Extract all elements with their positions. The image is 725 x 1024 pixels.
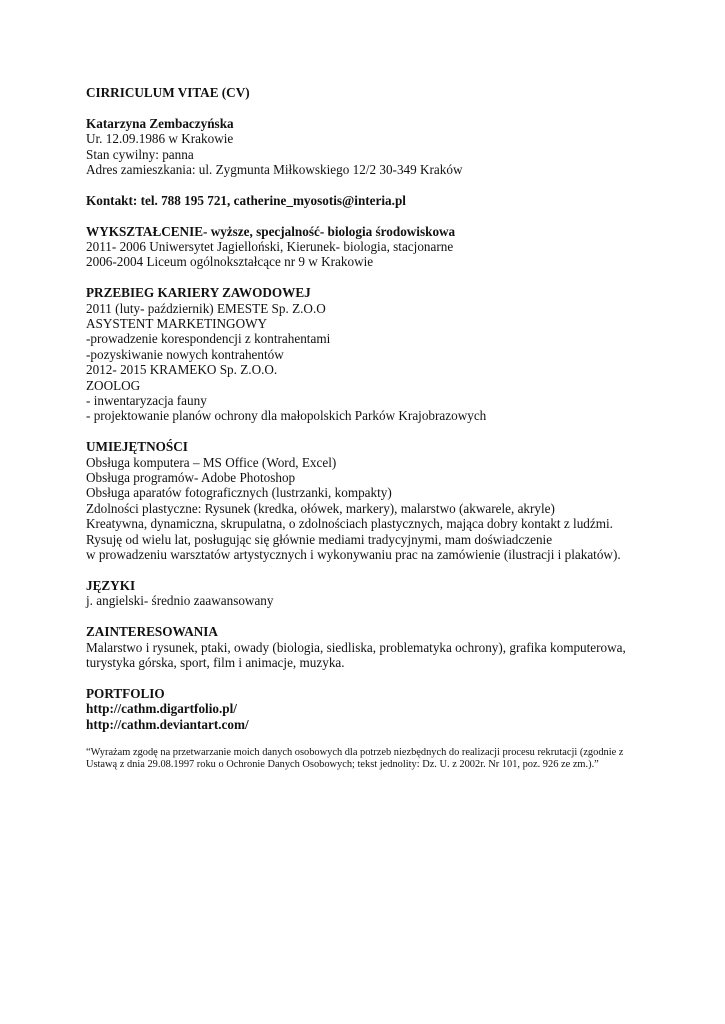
skills-line: Obsługa programów- Adobe Photoshop [86, 470, 296, 486]
skills-line: Obsługa aparatów fotograficznych (lustrzanki, kompakty) [86, 485, 392, 501]
interests-line: Malarstwo i rysunek, ptaki, owady (biologia, siedliska, problematyka ochrony), grafika komputerowa, [86, 639, 626, 655]
career-line: -prowadzenie korespondencji z kontrahentami [86, 331, 331, 347]
career-line: 2012- 2015 KRAMEKO Sp. Z.O.O. [86, 362, 278, 378]
skills-heading: UMIEJĘTNOŚCI [86, 439, 188, 455]
skills-line: Rysuję od wielu lat, posługując się głównie mediami tradycyjnymi, mam doświadczenie [86, 531, 553, 547]
interests-line: turystyka górska, sport, film i animacje, muzyka. [86, 654, 345, 670]
career-line: 2011 (luty- październik) EMESTE Sp. Z.O.O [86, 300, 326, 316]
career-line: -pozyskiwanie nowych kontrahentów [86, 346, 284, 362]
portfolio-link[interactable]: http://cathm.digartfolio.pl/ [86, 701, 237, 717]
cv-document [86, 85, 646, 771]
person-name: Katarzyna Zembaczyńska [86, 115, 234, 131]
career-line: - inwentaryzacja fauny [86, 393, 207, 409]
languages-heading: JĘZYKI [86, 577, 136, 593]
skills-line: Obsługa komputera – MS Office (Word, Excel) [86, 454, 337, 470]
skills-line: w prowadzeniu warsztatów artystycznych i wykonywaniu prac na zamówienie (ilustracji i plakatów). [86, 547, 621, 563]
data-consent-clause: “Wyrażam zgodę na przetwarzanie moich danych osobowych dla potrzeb niezbędnych do realizacji procesu rekrutacji (zgodnie z Ustawą z dnia 29.08.1997 roku o Ochronie Danych Osobowych; tekst jednolity: Dz. U. z 2002r. Nr 101, poz. 926 ze zm.).” [86, 746, 624, 771]
marital-status: Stan cywilny: panna [86, 146, 194, 162]
portfolio-heading: PORTFOLIO [86, 685, 165, 701]
skills-line: Kreatywna, dynamiczna, skrupulatna, o zdolnościach plastycznych, mająca dobry kontakt z ludźmi. [86, 516, 613, 532]
languages-line: j. angielski- średnio zaawansowany [86, 593, 274, 609]
interests-heading: ZAINTERESOWANIA [86, 624, 218, 640]
document-title: CIRRICULUM VITAE (CV) [86, 85, 250, 100]
skills-line: Zdolności plastyczne: Rysunek (kredka, ołówek, markery), malarstwo (akwarele, akryle) [86, 500, 555, 516]
education-line: 2006-2004 Liceum ogólnokształcące nr 9 w Krakowie [86, 254, 374, 270]
career-heading: PRZEBIEG KARIERY ZAWODOWEJ [86, 285, 311, 301]
career-line: ZOOLOG [86, 377, 141, 393]
contact-info: Kontakt: tel. 788 195 721, catherine_myosotis@interia.pl [86, 192, 406, 208]
education-line: 2011- 2006 Uniwersytet Jagielloński, Kierunek- biologia, stacjonarne [86, 239, 454, 255]
home-address: Adres zamieszkania: ul. Zygmunta Miłkowskiego 12/2 30-349 Kraków [86, 162, 463, 178]
portfolio-link[interactable]: http://cathm.deviantart.com/ [86, 716, 249, 732]
birth-info: Ur. 12.09.1986 w Krakowie [86, 131, 234, 147]
career-line: - projektowanie planów ochrony dla małopolskich Parków Krajobrazowych [86, 408, 487, 424]
education-heading: WYKSZTAŁCENIE- wyższe, specjalność- biologia środowiskowa [86, 223, 456, 239]
career-line: ASYSTENT MARKETINGOWY [86, 316, 268, 332]
